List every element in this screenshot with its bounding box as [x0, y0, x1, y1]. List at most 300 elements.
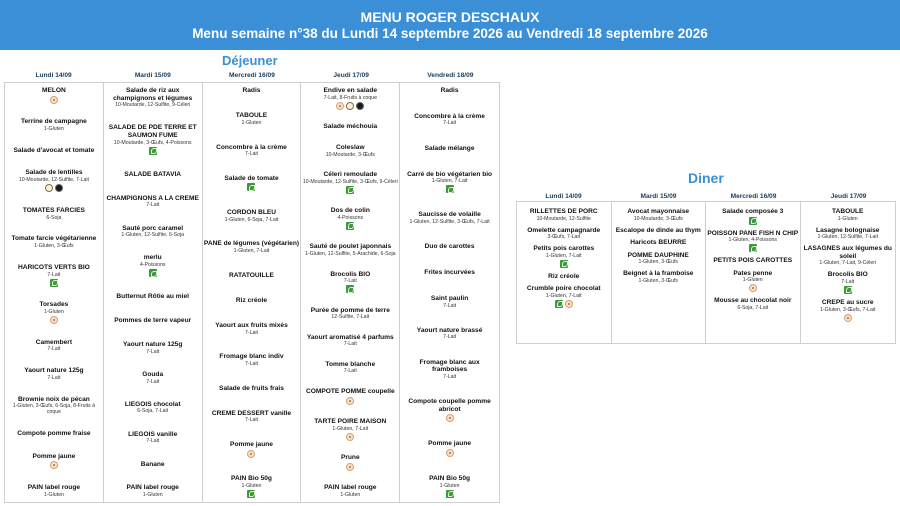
day-header: Mercredi 16/09 [730, 193, 777, 200]
allergen-info: 1-Gluten [340, 491, 361, 498]
dish-name: PAIN Bio 50g [429, 475, 471, 483]
label-badges [149, 269, 157, 277]
label-badges [446, 185, 454, 193]
dish-name: Sauté porc caramel [122, 224, 184, 232]
menu-item [105, 341, 201, 355]
menu-item [204, 144, 300, 158]
local-product-icon [749, 284, 757, 292]
day-header: Lundi 14/09 [35, 72, 72, 79]
local-product-icon [446, 414, 454, 422]
menu-item [302, 454, 398, 471]
menu-item [302, 334, 398, 348]
menu-item [6, 264, 102, 287]
local-product-icon [844, 314, 852, 322]
allergen-info: 7-Lait [146, 378, 160, 385]
label-badges [50, 279, 58, 287]
menu-item [707, 208, 799, 225]
allergen-info: 1-Gluten [241, 482, 262, 489]
menu-item [302, 361, 398, 375]
dish-name: Tomme blanche [325, 360, 376, 368]
dish-name: Saint paulin [430, 294, 469, 302]
menu-item [105, 254, 201, 277]
dish-name: Salade mélange [424, 144, 475, 152]
allergen-info: 7-Lait [47, 374, 61, 381]
menu-item [105, 293, 201, 301]
day-header: Vendredi 18/09 [427, 72, 474, 79]
menu-subtitle: Menu semaine n°38 du Lundi 14 septembre 2026 au Vendredi 18 septembre 2026 [192, 26, 708, 41]
label-badges [844, 314, 852, 322]
allergen-info: 7-Lait [443, 120, 457, 127]
allergen-info: 1-Gluten, 3-Œufs [638, 259, 678, 266]
label-badges [247, 183, 255, 191]
dish-name: Pomme jaune [428, 440, 472, 448]
allergen-info: 7-Lait, 8-Fruits à coque [323, 94, 377, 101]
dish-name: Brownie noix de pécan [17, 395, 90, 403]
label-badges [446, 414, 454, 422]
quality-seal-icon [55, 184, 63, 192]
menu-item [518, 227, 610, 241]
local-product-icon [346, 463, 354, 471]
dish-name: Terrine de campagne [20, 118, 87, 126]
label-badges [247, 490, 255, 498]
dish-name: LASAGNES aux légumes du soleil [803, 245, 892, 260]
allergen-info: 12-Sulfite, 7-Lait [331, 314, 370, 321]
allergen-info: 1-Gluten [43, 308, 64, 315]
day-header: Mardi 15/09 [134, 72, 171, 79]
menu-item [204, 87, 300, 95]
dish-name: Mousse au chocolat noir [714, 297, 792, 305]
label-badges [45, 184, 63, 192]
allergen-info: 7-Lait [146, 438, 160, 445]
label-badges [749, 284, 757, 292]
menu-item [802, 227, 895, 241]
organic-label-icon [446, 490, 454, 498]
dish-name: Carré de bio végétarien bio [407, 170, 493, 178]
dish-name: CREME DESSERT vanille [211, 409, 292, 417]
menu-item [707, 297, 799, 311]
menu-item [802, 271, 895, 294]
allergen-info: 1-Gluten [43, 126, 64, 133]
seasonal-icon [346, 102, 354, 110]
label-badges [560, 260, 568, 268]
allergen-info: 1-Gluten, 12-Sulfite, 3-Œufs, 7-Lait [409, 218, 490, 225]
dish-name: Salade de fruits frais [219, 384, 284, 392]
menu-item [302, 418, 398, 441]
allergen-info: 7-Lait [443, 334, 457, 341]
menu-item [204, 475, 300, 498]
label-badges [346, 186, 354, 194]
organic-label-icon [149, 269, 157, 277]
allergen-info: 7-Lait [343, 278, 357, 285]
menu-item [302, 243, 398, 257]
menu-item [401, 211, 498, 225]
day-column [301, 83, 400, 502]
allergen-info: 7-Lait [443, 302, 457, 309]
dish-name: Riz créole [548, 272, 580, 280]
dish-name: Banane [140, 460, 165, 468]
menu-item [401, 440, 498, 457]
label-badges [346, 222, 354, 230]
menu-item [204, 209, 300, 223]
menu-item [204, 322, 300, 336]
dish-name: CORDON BLEU [226, 209, 277, 216]
menu-item [105, 124, 201, 154]
menu-item [204, 272, 300, 280]
menu-item [302, 484, 398, 498]
organic-label-icon [844, 286, 852, 294]
dish-name: CHAMPIGNONS A LA CREME [106, 194, 199, 202]
day-header: Jeudi 17/09 [333, 72, 369, 79]
menu-item [6, 430, 102, 438]
menu-item [302, 87, 398, 110]
dish-name: Radis [440, 87, 459, 94]
menu-item [105, 87, 201, 108]
menu-item [6, 484, 102, 498]
menu-item [105, 225, 201, 239]
allergen-info: 7-Lait [343, 368, 357, 375]
menu-item [6, 453, 102, 470]
label-badges [346, 285, 354, 293]
dish-name: Yaourt nature brassé [416, 326, 483, 334]
dish-name: Crumble poire chocolat [526, 285, 601, 293]
dish-name: Camembert [35, 338, 73, 346]
organic-label-icon [346, 222, 354, 230]
menu-item [802, 208, 895, 222]
dish-name: Pommes de terre vapeur [114, 317, 192, 325]
dish-name: Salade de lentilles [25, 169, 83, 177]
menu-item [302, 271, 398, 294]
allergen-info: 10-Moutarde, 12-Sulfite, 3-Œufs, 9-Céleri [302, 178, 398, 185]
menu-item [802, 245, 895, 266]
day-column [612, 202, 707, 343]
allergen-info: 7-Lait [47, 346, 61, 353]
dish-name: Concombre à la crème [216, 143, 287, 151]
local-product-icon [247, 450, 255, 458]
allergen-info: 1-Gluten, 3-Œufs, 6-Soja, 8-Fruits à coque [12, 403, 95, 416]
allergen-info: 10-Moutarde, 12-Sulfite [536, 215, 591, 222]
allergen-info: 10-Moutarde, 3-Œufs [633, 215, 683, 222]
dish-name: Salade d'avocat et tomate [13, 146, 95, 154]
menu-item [204, 385, 300, 393]
menu-item [401, 398, 498, 422]
menu-item [401, 327, 498, 341]
allergen-info: 1-Gluten, 7-Lait [332, 425, 369, 432]
allergen-info: 1-Gluten, 12-Sulfite, 7-Lait [817, 234, 879, 241]
dish-name: PAIN label rouge [126, 484, 179, 492]
dish-name: Radis [242, 87, 261, 94]
allergen-info: 4-Poissons [139, 262, 166, 269]
local-product-icon [346, 397, 354, 405]
menu-item [204, 175, 300, 192]
dish-name: Yaourt nature 125g [24, 367, 84, 375]
allergen-info: 1-Gluten [837, 215, 858, 222]
dejeuner-menu-grid [4, 82, 500, 503]
dish-name: Yaourt nature 125g [123, 341, 183, 349]
label-badges [749, 217, 757, 225]
local-product-icon [50, 316, 58, 324]
local-product-icon [446, 449, 454, 457]
menu-item [105, 461, 201, 469]
dish-name: Endive en salade [323, 87, 378, 94]
dish-name: POISSON PANE FISH N CHIP [707, 229, 799, 237]
allergen-info: 1-Gluten, 3-Œufs, 7-Lait [820, 306, 876, 313]
dish-name: Gouda [142, 370, 164, 378]
local-product-icon [346, 433, 354, 441]
day-header: Mardi 15/09 [640, 193, 677, 200]
dish-name: PAIN Bio 50g [231, 475, 272, 483]
dish-name: Compote pomme fraise [17, 430, 91, 438]
menu-item [613, 239, 705, 247]
menu-item [6, 87, 102, 104]
menu-item [6, 339, 102, 353]
menu-item [6, 235, 102, 249]
dish-name: PAIN label rouge [324, 484, 377, 492]
day-column [517, 202, 612, 343]
menu-item [613, 227, 705, 235]
day-column [104, 83, 203, 502]
dish-name: Céleri remoulade [323, 171, 378, 179]
menu-item [613, 252, 705, 266]
dish-name: Yaourt aux fruits mixés [215, 322, 288, 329]
allergen-info: 7-Lait [245, 151, 258, 158]
dish-name: Yaourt aromatisé 4 parfums [306, 333, 394, 341]
allergen-info: 1-Gluten, 3-Œufs [638, 277, 678, 284]
dish-name: Butternut Rôtie au miel [116, 293, 189, 301]
dish-name: Omelette campagnarde [527, 226, 601, 234]
organic-label-icon [346, 285, 354, 293]
dish-name: PAIN label rouge [27, 484, 81, 492]
menu-item [613, 270, 705, 284]
allergen-info: 7-Lait [245, 360, 258, 367]
menu-item [105, 171, 201, 179]
menu-item [6, 301, 102, 324]
menu-item [302, 171, 398, 194]
menu-item [105, 401, 201, 415]
menu-item [6, 396, 102, 416]
allergen-info: 1-Gluten [43, 491, 64, 498]
menu-item [6, 207, 102, 221]
day-header: Mercredi 16/09 [229, 72, 275, 79]
day-header: Jeudi 17/09 [830, 193, 867, 200]
allergen-info: 7-Lait [47, 271, 61, 278]
allergen-info: 1-Gluten, 7-Lait [431, 178, 468, 185]
label-badges [247, 450, 255, 458]
dish-name: Salade de tomate [224, 174, 279, 182]
menu-item [401, 359, 498, 380]
dish-name: Compote coupelle pomme abricot [408, 398, 491, 413]
allergen-info: 6-Soja [46, 214, 62, 221]
menu-item [302, 207, 398, 230]
menu-item [401, 295, 498, 309]
allergen-info: 1-Gluten, 6-Soja, 7-Lait [224, 216, 279, 223]
menu-item [204, 240, 300, 254]
diner-menu-grid [516, 201, 896, 344]
allergen-info: 3-Œufs, 7-Lait [547, 234, 581, 241]
menu-item [518, 245, 610, 268]
dish-name: LIEGOIS vanille [128, 430, 178, 438]
dish-name: Saucisse de volaille [418, 211, 481, 219]
allergen-info: 7-Lait [245, 417, 258, 424]
organic-label-icon [247, 490, 255, 498]
menu-item [401, 475, 498, 498]
allergen-info: 1-Gluten [439, 482, 460, 489]
allergen-info: 7-Lait [146, 348, 160, 355]
organic-label-icon [555, 300, 563, 308]
allergen-info: 10-Moutarde, 3-Œufs [325, 151, 375, 158]
menu-item [6, 147, 102, 155]
label-badges [336, 102, 364, 110]
day-header: Lundi 14/09 [545, 193, 582, 200]
menu-item [302, 388, 398, 405]
menu-item [204, 297, 300, 305]
dish-name: Escalope de dinde au thym [615, 226, 701, 234]
dish-name: Purée de pomme de terre [310, 306, 390, 314]
allergen-info: 7-Lait [343, 341, 357, 348]
dish-name: PANE de légumes (végétarien) [203, 240, 300, 248]
dish-name: Fromage blanc aux framboises [419, 358, 480, 374]
menu-item [707, 270, 799, 293]
dish-name: Duo de carottes [424, 243, 475, 251]
menu-item [401, 269, 498, 277]
dish-name: Tomate farcie végétarienne [11, 235, 97, 243]
quality-seal-icon [356, 102, 364, 110]
dish-name: Pomme jaune [230, 441, 273, 448]
label-badges [749, 244, 757, 252]
day-column [801, 202, 896, 343]
organic-label-icon [749, 217, 757, 225]
allergen-info: 1-Gluten, 3-Œufs [34, 243, 74, 250]
allergen-info: 1-Gluten [742, 277, 763, 284]
dish-name: Pomme jaune [32, 452, 76, 460]
allergen-info: 7-Lait [841, 278, 855, 285]
menu-item [302, 307, 398, 321]
dish-name: Frites incurvées [424, 269, 475, 277]
menu-banner [0, 0, 900, 50]
allergen-info: 1-Gluten, 7-Lait, 9-Céleri [819, 260, 877, 267]
menu-item [204, 112, 300, 126]
dish-name: Salade composée 3 [722, 208, 784, 215]
dish-name: TARTE POIRE MAISON [314, 418, 387, 426]
organic-label-icon [749, 244, 757, 252]
menu-item [204, 353, 300, 367]
dish-name: Coleslaw [335, 144, 365, 152]
dish-name: Salade méchouia [323, 123, 378, 131]
dish-name: Petits pois carottes [533, 245, 595, 253]
menu-item [518, 285, 610, 308]
allergen-info: 4-Poissons [337, 214, 364, 221]
dish-name: RATATOUILLE [229, 271, 274, 279]
dish-name: SALADE DE PDE TERRE ET SAUMON FUME [108, 124, 197, 140]
dish-name: merlu [143, 254, 162, 262]
organic-label-icon [149, 147, 157, 155]
dish-name: MELON [41, 87, 66, 94]
dish-name: TABOULE [832, 208, 864, 215]
label-badges [446, 449, 454, 457]
label-badges [346, 397, 354, 405]
menu-item [302, 144, 398, 158]
organic-label-icon [50, 279, 58, 287]
dish-name: RILLETTES DE PORC [529, 208, 598, 215]
label-badges [346, 433, 354, 441]
dish-name: Brocolis BIO [827, 271, 868, 279]
dish-name: Concombre à la crème [414, 112, 485, 120]
day-column [203, 83, 302, 502]
dish-name: Beignet à la framboise [623, 270, 694, 278]
organic-label-icon [346, 186, 354, 194]
allergen-info: 7-Lait [146, 202, 160, 209]
menu-item [105, 484, 201, 498]
dish-name: Riz créole [235, 296, 268, 304]
allergen-info: 1-Gluten, 7-Lait [545, 292, 582, 299]
dish-name: Brocolis BIO [330, 270, 371, 278]
dish-name: Pates penne [733, 269, 773, 277]
label-badges [50, 96, 58, 104]
menu-item [302, 123, 398, 131]
menu-item [401, 243, 498, 251]
diner-day-headers [516, 193, 896, 200]
menu-item [613, 208, 705, 222]
dish-name: CREPE au sucre [821, 298, 874, 306]
dish-name: TOMATES FARCIES [22, 206, 85, 214]
menu-item [105, 317, 201, 325]
day-column [706, 202, 801, 343]
label-badges [555, 300, 573, 308]
local-product-icon [50, 96, 58, 104]
menu-item [401, 171, 498, 194]
allergen-info: 1-Gluten [241, 119, 262, 126]
dish-name: COMPOTE POMME coupelle [305, 387, 395, 395]
local-product-icon [50, 461, 58, 469]
dish-name: HARICOTS VERTS BIO [17, 263, 90, 271]
menu-title: MENU ROGER DESCHAUX [360, 9, 540, 25]
day-column [400, 83, 499, 502]
dish-name: LIEGOIS chocolat [124, 400, 181, 408]
menu-item [802, 299, 895, 322]
dish-name: PETITS POIS CAROTTES [713, 257, 793, 265]
dish-name: Dos de colin [330, 207, 370, 215]
organic-label-icon [247, 183, 255, 191]
dish-name: SALADE BATAVIA [124, 170, 182, 178]
menu-item [105, 371, 201, 385]
dish-name: Torsades [39, 301, 69, 309]
menu-item [6, 118, 102, 132]
seasonal-icon [45, 184, 53, 192]
allergen-info: 6-Soja, 7-Lait [737, 304, 769, 311]
menu-item [105, 195, 201, 209]
dish-name: Fromage blanc indiv [219, 353, 284, 361]
local-product-icon [565, 300, 573, 308]
menu-item [6, 169, 102, 192]
allergen-info: 1-Gluten, 12-Sulfite, 6-Soja [121, 232, 184, 239]
allergen-info: 10-Moutarde, 12-Sulfite, 9-Céleri [115, 102, 191, 109]
label-badges [844, 286, 852, 294]
label-badges [50, 461, 58, 469]
dejeuner-title: Déjeuner [222, 53, 278, 68]
menu-item [401, 113, 498, 127]
day-column [5, 83, 104, 502]
allergen-info: 1-Gluten, 7-Lait [545, 252, 582, 259]
label-badges [446, 490, 454, 498]
allergen-info: 1-Gluten, 7-Lait [233, 247, 270, 254]
allergen-info: 10-Moutarde, 3-Œufs, 4-Poissons [113, 139, 192, 146]
label-badges [149, 147, 157, 155]
dish-name: Salade de riz aux champignons et légumes [113, 87, 193, 102]
menu-item [707, 230, 799, 253]
dish-name: Lasagne bolognaise [816, 226, 880, 234]
allergen-info: 1-Gluten [142, 491, 163, 498]
dish-name: Prune [340, 454, 360, 462]
dish-name: TABOULE [235, 112, 268, 120]
